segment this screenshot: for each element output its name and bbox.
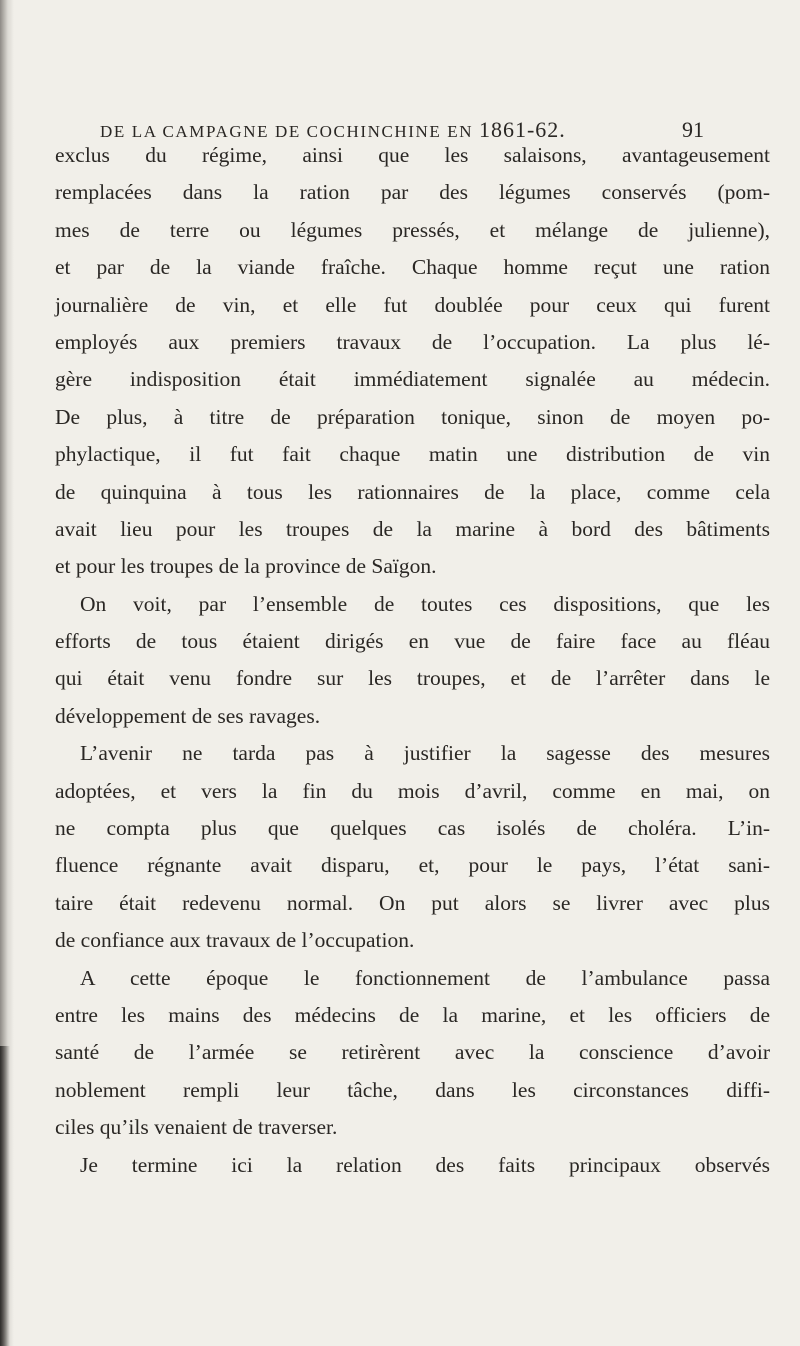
running-head-title-text: DE LA CAMPAGNE DE COCHINCHINE EN — [100, 122, 474, 141]
text-line: ciles qu’ils venaient de traverser. — [55, 1115, 338, 1140]
text-line: phylactique, il fut fait chaque matin une distribution de vin — [55, 442, 770, 467]
text-line: exclus du régime, ainsi que les salaisons, avantageusement — [55, 143, 770, 167]
text-line: employés aux premiers travaux de l’occupation. La plus lé- — [55, 329, 770, 354]
text-line: gère indisposition était immédiatement signalée au médecin. — [55, 367, 770, 392]
text-line: adoptées, et vers la fin du mois d’avril, comme en mai, on — [55, 778, 770, 803]
text-line: développement de ses ravages. — [55, 703, 321, 728]
text-line: avait lieu pour les troupes de la marine à bord des bâtiments — [55, 516, 770, 541]
text-line: Je termine ici la relation des faits principaux observés — [80, 1152, 770, 1177]
text-line: de quinquina à tous les rationnaires de la place, comme cela — [55, 479, 770, 504]
text-line: taire était redevenu normal. On put alors se livrer avec plus — [55, 890, 770, 915]
text-line: et par de la viande fraîche. Chaque homme reçut une ration — [55, 255, 770, 280]
paragraph — [55, 1147, 770, 1184]
text-line: qui était venu fondre sur les troupes, et de l’arrêter dans le — [55, 666, 770, 691]
text-line: fluence régnante avait disparu, et, pour le pays, l’état sani- — [55, 853, 770, 878]
paragraph — [55, 735, 770, 959]
running-head-year: 1861-62. — [478, 117, 566, 142]
text-line: journalière de vin, et elle fut doublée pour ceux qui furent — [55, 292, 770, 317]
text-line: santé de l’armée se retirèrent avec la conscience d’avoir — [55, 1040, 770, 1065]
text-line: On voit, par l’ensemble de toutes ces dispositions, que les — [80, 591, 770, 616]
page-number: 91 — [682, 117, 704, 142]
paragraph — [55, 137, 770, 586]
page-edge-shadow — [0, 1046, 10, 1346]
text-line: efforts de tous étaient dirigés en vue de faire face au fléau — [55, 629, 770, 654]
text-line: entre les mains des médecins de la marine, et les officiers de — [55, 1002, 770, 1027]
text-line: De plus, à titre de préparation tonique, sinon de moyen po- — [55, 404, 770, 429]
text-line: noblement rempli leur tâche, dans les circonstances diffi- — [55, 1077, 770, 1102]
paragraph — [55, 586, 770, 736]
text-line: A cette époque le fonctionnement de l’ambulance passa — [80, 965, 770, 990]
text-line: remplacées dans la ration par des légumes conservés (pom- — [55, 180, 770, 205]
paragraph — [55, 960, 770, 1147]
text-line: ne compta plus que quelques cas isolés de choléra. L’in- — [55, 816, 770, 841]
text-line: de confiance aux travaux de l’occupation. — [55, 928, 415, 953]
body-text — [55, 137, 770, 1184]
text-line: mes de terre ou légumes pressés, et mélange de julienne), — [55, 217, 770, 242]
text-line: L’avenir ne tarda pas à justifier la sagesse des mesures — [80, 741, 770, 766]
text-line: et pour les troupes de la province de Saïgon. — [55, 554, 437, 579]
